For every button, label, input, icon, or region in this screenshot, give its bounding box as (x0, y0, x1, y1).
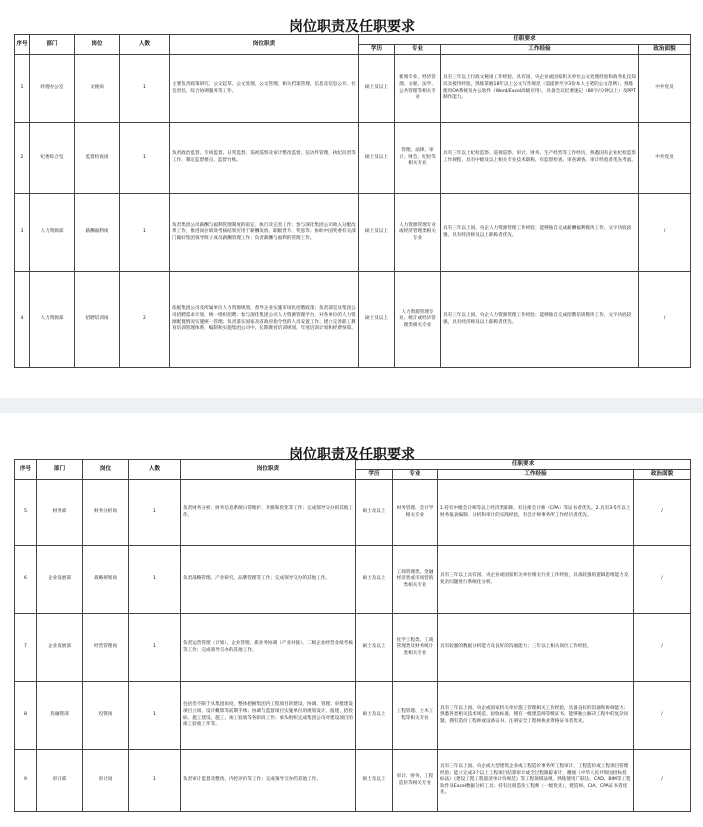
col-edu: 学历 (356, 470, 393, 480)
cell-dept: 纪委综合室 (30, 123, 75, 194)
cell-duty: 负责审计监督及整改、内控评价等工作；完成领导交办的其他工作。 (181, 750, 356, 812)
col-requirements: 任职要求 (356, 460, 691, 470)
cell-major: 人力资源管理专业、统计或经济管理类相关专业 (395, 272, 441, 368)
cell-duty: 依据集团公司及所属单位人力资源规划，督导企业实施市场化招聘政策；负责部室及集团公司招聘需求计划，统一组织招聘；参与深化集团公司人力资源管理平台，对各单位的人力资源配置情况实施统一管理；负责落实国家及省政府指令性的人员安置工作；建立完善职工教育培训管理体系，编制和实施集团公司中、长期教育培训规划、年度培训计划和经费预算。 (170, 272, 359, 368)
cell-seq: 4 (15, 272, 30, 368)
cell-post: 经营管理岗 (83, 614, 129, 682)
cell-edu: 硕士及以上 (359, 194, 395, 272)
cell-post: 监督检查岗 (75, 123, 120, 194)
cell-dept: 经理办公室 (30, 55, 75, 123)
cell-exp: 具有三年以上行政文秘岗工作经验，具有国、央企业或国家机关单位公文处理经验和政务礼仪知识及接待经验。熟练掌握18年以上公文写作规范（需提供至少3份本人主笔的公文范例），熟练使用OA系统及办公软件（Word/Excel高级应用），具备会议纪要速记（80字/分钟以上）及PPT制作能力。 (441, 55, 639, 123)
cell-major: 工程管理、土木工程等相关专业 (393, 682, 438, 750)
cell-post: 投资岗 (83, 682, 129, 750)
table-row (15, 750, 691, 812)
table-row (15, 480, 691, 546)
cell-seq: 8 (15, 682, 37, 750)
col-duty: 岗位职责 (181, 460, 356, 480)
cell-count: 1 (129, 480, 181, 546)
cell-duty: 包括但不限于从集团角度，整体把握集团内工程项目的建设、协调、管理；审批建设项目立项、设计概算等前期手续；协调与监督项目实施单位的规划设计、报建、招投标、施工建设、施工、竣工验收等各阶段工作；承头组织完成集团公司对建设项目的竣工验收工作等。 (181, 682, 356, 750)
cell-post: 审计岗 (83, 750, 129, 812)
cell-major: 审计、财务、工程造价等相关专业 (393, 750, 438, 812)
cell-exp: 具有三年以上国、央企人力资源管理工作经验；能够独自完成招聘培训模块工作，文字功底较强，具有经济师及以上职称者优先。 (441, 272, 639, 368)
cell-duty: 负责运营管理（计划）、企业管理、新业务协调（产业对接）、二级企业经营业绩考核等工作；完成领导交办的其他工作。 (181, 614, 356, 682)
cell-duty: 负责财务分析、财务信息系统日常维护、升级和优化等工作；完成领导交办的其他工作。 (181, 480, 356, 546)
table-row (15, 546, 691, 614)
col-count: 人数 (120, 35, 170, 55)
cell-edu: 硕士及以上 (356, 614, 393, 682)
cell-exp: 具有三年以上国、央企或国家机关单位施工管理相关工作经验，具备良好的沟通和协调能力；熟悉各类相关技术规范、验收标准，拥有一级建造师等级证书，能够独立解决工程中的复杂问题，拥有造价工程师或设备证书、注册安全工程师执业资格证书者优先。 (438, 682, 634, 750)
cell-post: 文秘岗 (75, 55, 120, 123)
cell-dept: 人力资源部 (30, 272, 75, 368)
cell-count: 1 (129, 614, 181, 682)
cell-major: 化学工程类、工商管理类及财务统计类相关专业 (393, 614, 438, 682)
col-exp: 工作经验 (441, 45, 639, 55)
cell-duty: 负责集团公司薪酬与福利管理制度的拟定、执行及完善工作；参与深化集团公司收入分配改革工作，推进岗位绩效考核结果应用于薪酬发放、职级晋升、奖惩等；协助中国奖委有关部门做好集团领导班子成员薪酬管理工作；负责薪酬与福利的管理工作。 (170, 194, 359, 272)
cell-politics: 中共党员 (639, 123, 691, 194)
cell-politics: / (634, 480, 691, 546)
cell-exp: 具有三年以上纪检监察、巡视巡察、审计、财务、生产经营等工作经历，熟悉国有企业纪检监察工作规程，具有中级及以上相关专业技术职称，有监督检查、审查调查、审计经验者优先考虑。 (441, 123, 639, 194)
col-politics: 政治面貌 (639, 45, 691, 55)
cell-dept: 企业发展部 (37, 546, 83, 614)
cell-count: 2 (120, 272, 170, 368)
cell-count: 1 (129, 546, 181, 614)
cell-post: 薪酬福利岗 (75, 194, 120, 272)
cell-exp: 具有三年以上具有国、央企业或国家机关单位相关行业工作经验，具备较强的逻辑思维能力及复杂问题进行系统化分析。 (438, 546, 634, 614)
page-separator (0, 398, 703, 413)
cell-count: 1 (120, 194, 170, 272)
cell-politics: / (634, 682, 691, 750)
requirements-table (14, 459, 691, 812)
cell-major: 工商管理类、金融经济类或市场营销类相关专业 (393, 546, 438, 614)
cell-post: 财务分析岗 (83, 480, 129, 546)
cell-dept: 投融资部 (37, 682, 83, 750)
sheet-page-1 (14, 16, 690, 368)
cell-seq: 9 (15, 750, 37, 812)
cell-dept: 企业发展部 (37, 614, 83, 682)
table-row (15, 194, 691, 272)
cell-post: 招聘培训岗 (75, 272, 120, 368)
cell-politics: / (639, 272, 691, 368)
col-politics: 政治面貌 (634, 470, 691, 480)
cell-edu: 硕士及以上 (356, 682, 393, 750)
cell-post: 战略规划岗 (83, 546, 129, 614)
col-dept: 部门 (30, 35, 75, 55)
col-major: 专业 (393, 470, 438, 480)
cell-count: 1 (129, 750, 181, 812)
cell-politics: / (639, 194, 691, 272)
cell-major: 财务管理、会计学相关专业 (393, 480, 438, 546)
cell-duty: 主要负责政策研究、公文起草、公文处理、公文管理、相关档案管理、信息及信息公开、社会责任、综合协调服务等工作。 (170, 55, 359, 123)
col-count: 人数 (129, 460, 181, 480)
col-seq: 序号 (15, 460, 37, 480)
cell-duty: 负责政治监督、专项监督、日常监督，巡视巡察及审计整改监督，信访件管理，执纪问责等工作，制定监督要点、监督台账。 (170, 123, 359, 194)
cell-seq: 7 (15, 614, 37, 682)
cell-count: 1 (120, 123, 170, 194)
cell-exp: 具有较强的数据分析能力及良好的沟通能力；三年以上相关岗位工作经验。 (438, 614, 634, 682)
table-row (15, 682, 691, 750)
cell-major: 新闻专业、经济管理、文秘、法学、公共管理等相关专业 (395, 55, 441, 123)
table-row (15, 272, 691, 368)
col-major: 专业 (395, 45, 441, 55)
header-row (15, 35, 691, 45)
col-requirements: 任职要求 (359, 35, 691, 45)
cell-politics: / (634, 750, 691, 812)
col-duty: 岗位职责 (170, 35, 359, 55)
cell-count: 1 (129, 682, 181, 750)
cell-exp: 具有三年以上国、央企人力资源管理工作经验；能够独自完成薪酬福利模块工作，文字功底较强，具有经济师及以上职称者优先。 (441, 194, 639, 272)
requirements-table (14, 34, 691, 368)
table-row (15, 614, 691, 682)
cell-exp: 1.持有中级会计师等以上经济类职称，有注册会计师（CPA）等证书者优先。2.具有3-5年以上财务报表编制、分析和审计的实践经验，有会计师事务所工作经历者优先。 (438, 480, 634, 546)
page-title: 岗位职责及任职要求 (289, 19, 415, 35)
cell-dept: 人力资源部 (30, 194, 75, 272)
cell-seq: 2 (15, 123, 30, 194)
cell-exp: 具有三年以上国、央企或大型建筑企业或工程造价事务所工程审计、工程造价或工程项目管理经验；能立完成3个以上工程项目结算审计或全过程跟踪审计，精通《中华人民共和国招标投标法》《建设工程工程量清单计价规范》等工程领域法规，熟练使用广联达、CAD、BIM等工程软件及Excel数据分析工具；持有注册造价工程师（一级优先）、建造师、CIA、CPA证书者优先。 (438, 750, 634, 812)
table-row (15, 123, 691, 194)
col-seq: 序号 (15, 35, 30, 55)
table-row (15, 55, 691, 123)
sheet-page-2 (14, 444, 690, 812)
cell-edu: 硕士及以上 (356, 480, 393, 546)
cell-edu: 硕士及以上 (359, 55, 395, 123)
cell-politics: 中共党员 (639, 55, 691, 123)
cell-seq: 6 (15, 546, 37, 614)
cell-edu: 硕士及以上 (356, 750, 393, 812)
col-post: 岗位 (83, 460, 129, 480)
cell-seq: 1 (15, 55, 30, 123)
cell-edu: 硕士及以上 (356, 546, 393, 614)
cell-dept: 审计部 (37, 750, 83, 812)
cell-edu: 硕士及以上 (359, 272, 395, 368)
cell-major: 管理、法律、审计、财会、纪检等相关专业 (395, 123, 441, 194)
col-post: 岗位 (75, 35, 120, 55)
cell-count: 1 (120, 55, 170, 123)
col-edu: 学历 (359, 45, 395, 55)
cell-dept: 财务部 (37, 480, 83, 546)
col-exp: 工作经验 (438, 470, 634, 480)
cell-politics: / (634, 614, 691, 682)
page-title: 岗位职责及任职要求 (289, 447, 415, 463)
cell-duty: 负责战略管理、产业研究、品牌管理等工作；完成领导交办的其他工作。 (181, 546, 356, 614)
cell-seq: 3 (15, 194, 30, 272)
cell-major: 人力资源管理专业或经济管理类相关专业 (395, 194, 441, 272)
col-dept: 部门 (37, 460, 83, 480)
cell-politics: / (634, 546, 691, 614)
cell-seq: 5 (15, 480, 37, 546)
cell-edu: 硕士及以上 (359, 123, 395, 194)
